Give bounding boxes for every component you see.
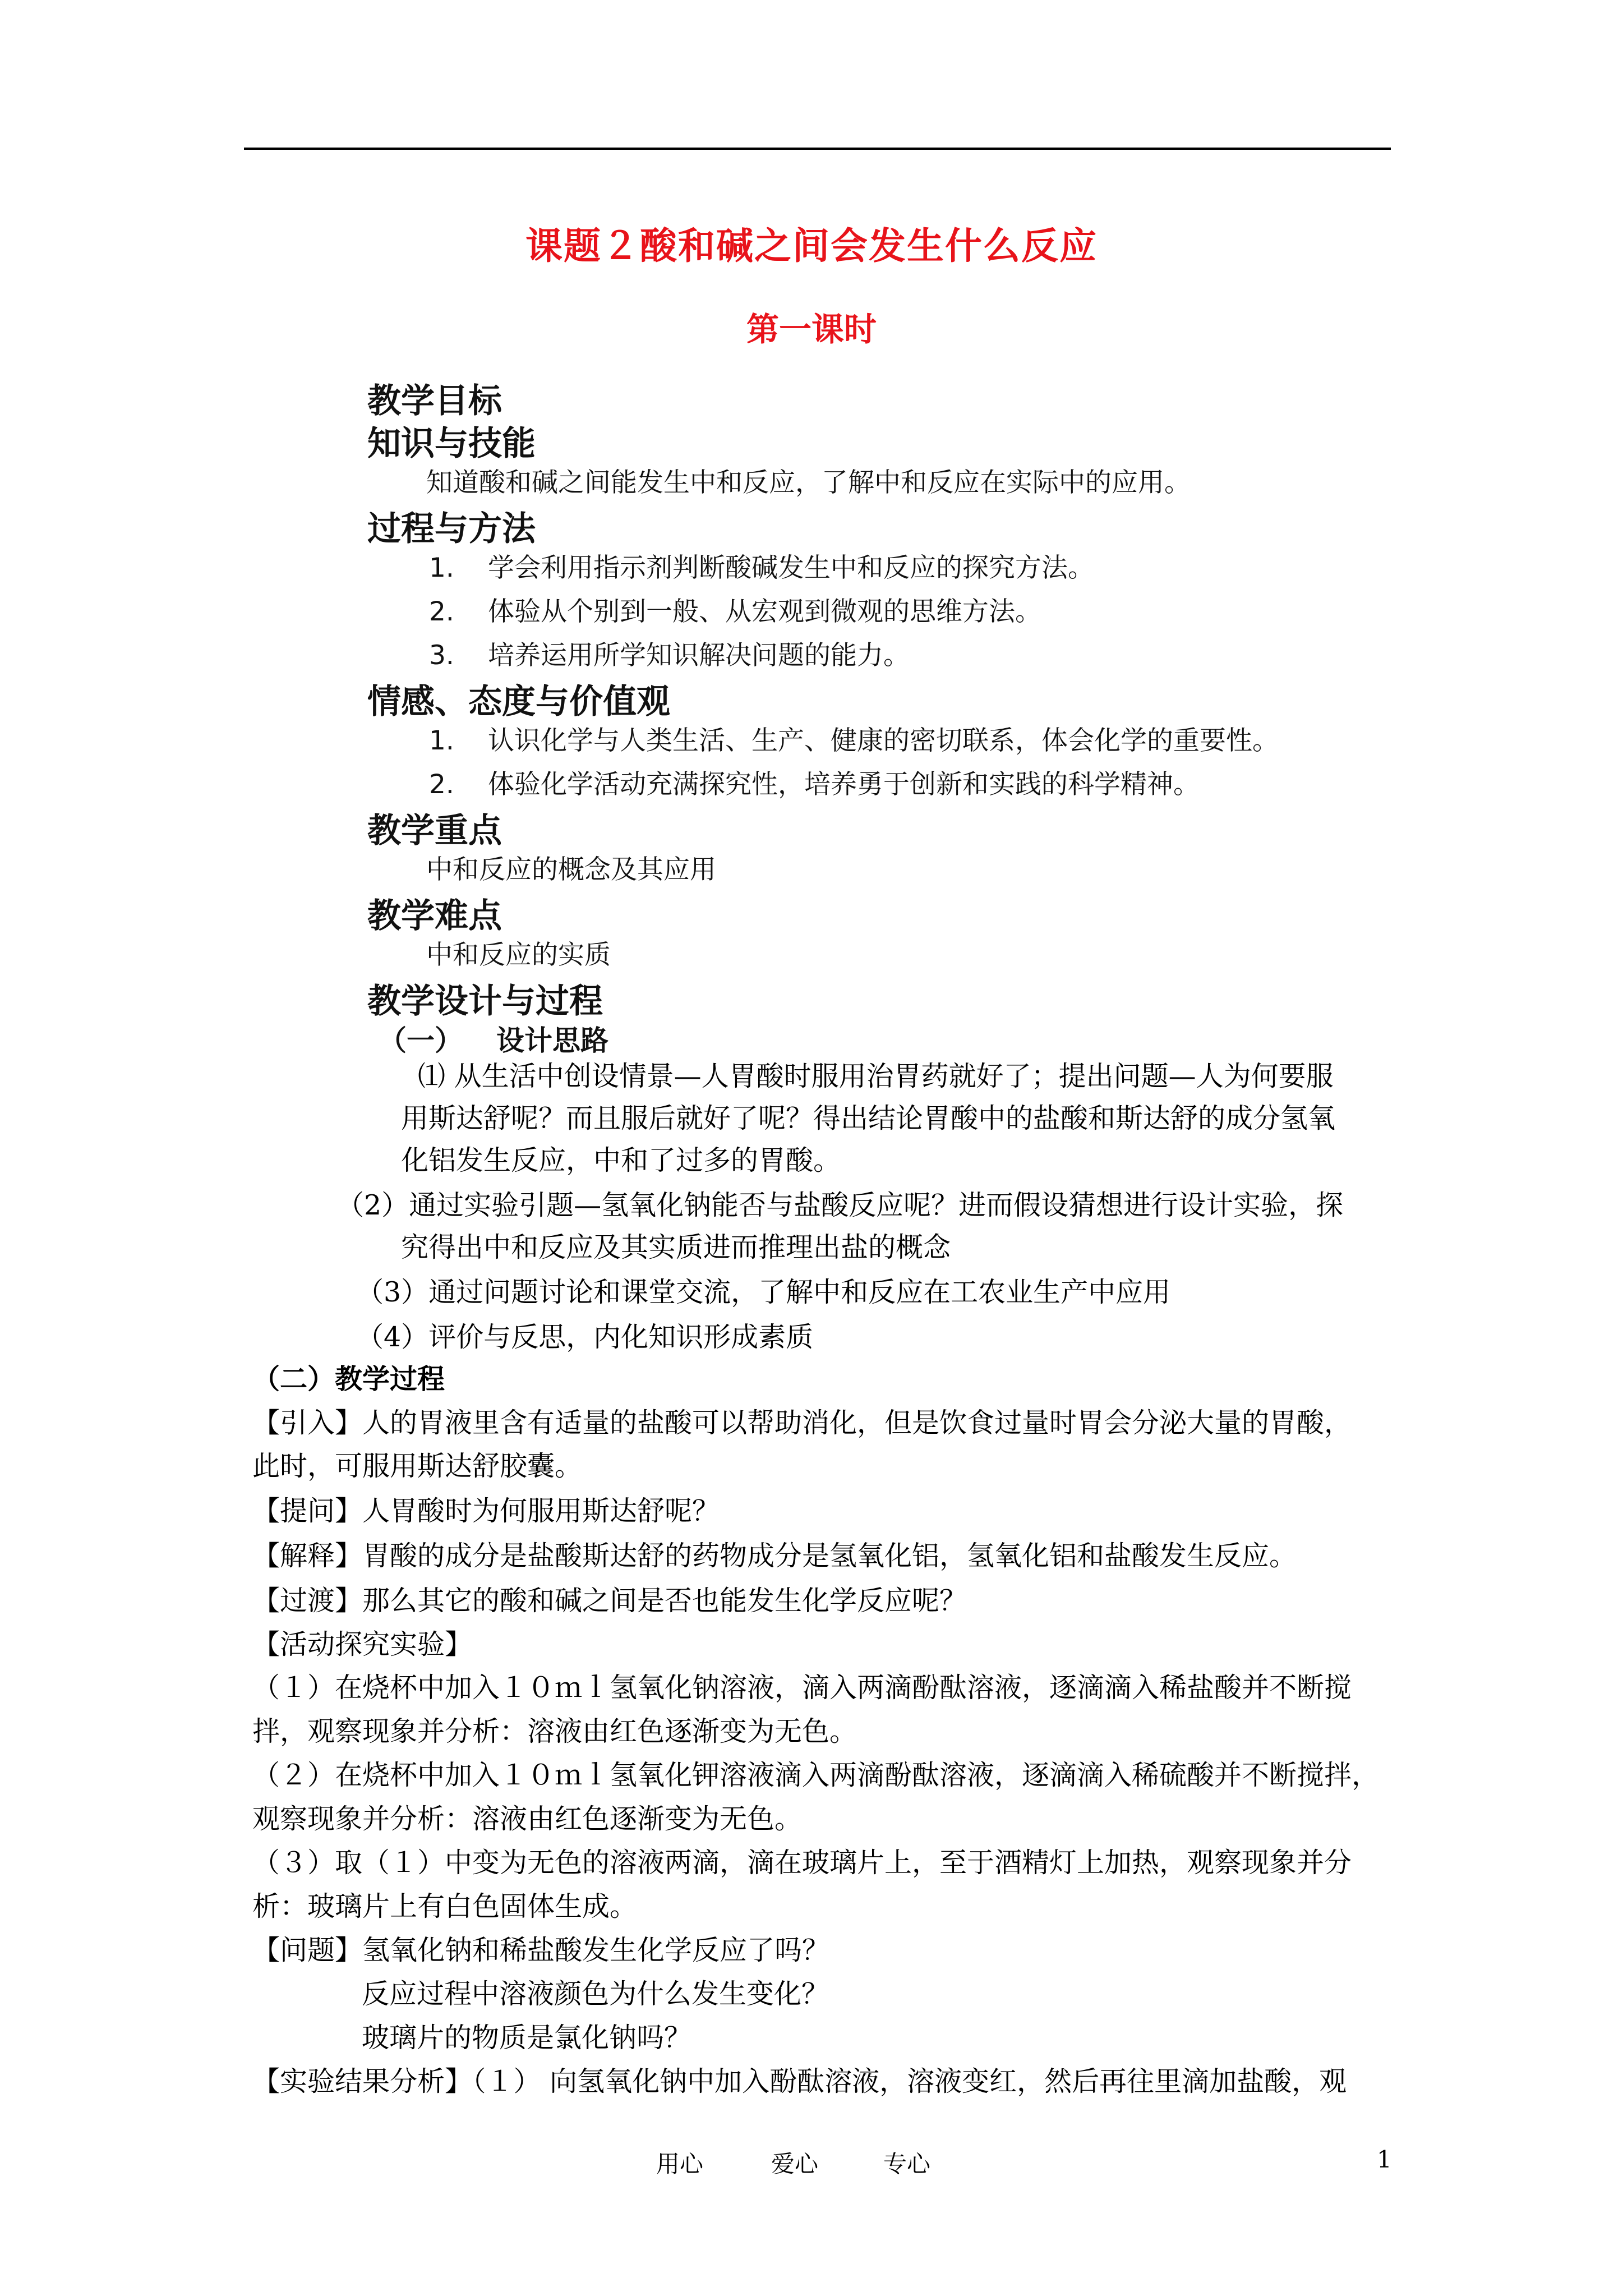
design-line: （4）评价与反思，内化知识形成素质 [356, 1321, 814, 1353]
design-heading: 教学设计与过程 [367, 982, 603, 1021]
process-line: 拌，观察现象并分析：溶液由红色逐渐变为无色。 [252, 1715, 857, 1747]
design-subheading: （一） 设计思路 [379, 1024, 608, 1057]
process-line: 玻璃片的物质是氯化钠吗？ [362, 2022, 692, 2054]
knowledge-heading: 知识与技能 [367, 424, 536, 463]
key-text: 中和反应的概念及其应用 [426, 854, 716, 885]
process-heading-2: （二）教学过程 [252, 1363, 445, 1395]
process-line: 观察现象并分析：溶液由红色逐渐变为无色。 [252, 1803, 803, 1835]
design-line: 用斯达舒呢？而且服后就好了呢？得出结论胃酸中的盐酸和斯达舒的成分氢氧 [401, 1102, 1336, 1134]
emotion-heading: 情感、态度与价值观 [367, 682, 670, 721]
footer-slogan-3: 专心 [883, 2150, 931, 2178]
process-line: 【解释】胃酸的成分是盐酸斯达舒的药物成分是氢氧化铝，氢氧化铝和盐酸发生反应。 [252, 1540, 1297, 1572]
design-line: （3）通过问题讨论和课堂交流，了解中和反应在工农业生产中应用 [356, 1276, 1171, 1308]
difficulty-heading: 教学难点 [367, 896, 502, 936]
process-item: 2. 体验从个别到一般、从宏观到微观的思维方法。 [429, 596, 1041, 627]
process-line: （１）在烧杯中加入１０ｍｌ氢氧化钠溶液，滴入两滴酚酞溶液，逐滴滴入稀盐酸并不断搅 [252, 1672, 1352, 1704]
header-rule [244, 148, 1391, 150]
process-item: 1. 学会利用指示剂判断酸碱发生中和反应的探究方法。 [429, 553, 1094, 583]
process-line: 【实验结果分析】（１） 向氢氧化钠中加入酚酞溶液，溶液变红，然后再往里滴加盐酸，观 [252, 2065, 1347, 2097]
design-line: 化铝发生反应，中和了过多的胃酸。 [401, 1144, 841, 1176]
process-line: 此时，可服用斯达舒胶囊。 [252, 1450, 583, 1482]
process-line: 析：玻璃片上有白色固体生成。 [252, 1890, 638, 1922]
emotion-item: 2. 体验化学活动充满探究性，培养勇于创新和实践的科学精神。 [429, 769, 1200, 800]
process-line: 反应过程中溶液颜色为什么发生变化？ [362, 1978, 829, 2010]
design-line: （2）通过实验引题—氢氧化钠能否与盐酸反应呢？进而假设猜想进行设计实验，探 [336, 1189, 1344, 1221]
difficulty-text: 中和反应的实质 [426, 940, 611, 970]
process-line: 【提问】人胃酸时为何服用斯达舒呢？ [252, 1495, 720, 1527]
process-line: 【过渡】那么其它的酸和碱之间是否也能发生化学反应呢？ [252, 1585, 967, 1617]
footer-slogan-2: 爱心 [771, 2150, 819, 2178]
process-line: 【引入】人的胃液里含有适量的盐酸可以帮助消化，但是饮食过量时胃会分泌大量的胃酸， [252, 1407, 1352, 1439]
objectives-heading: 教学目标 [367, 381, 502, 421]
page-title: 课题２酸和碱之间会发生什么反应 [525, 224, 1098, 268]
process-line: （３）取（１）中变为无色的溶液两滴，滴在玻璃片上，至于酒精灯上加热，观察现象并分 [252, 1847, 1352, 1879]
process-line: （２）在烧杯中加入１０ｍｌ氢氧化钾溶液滴入两滴酚酞溶液，逐滴滴入稀硫酸并不断搅拌， [252, 1759, 1380, 1791]
process-line: 【活动探究实验】 [252, 1628, 473, 1660]
footer-slogan-1: 用心 [656, 2150, 704, 2178]
page-number: 1 [1377, 2146, 1392, 2173]
key-heading: 教学重点 [367, 811, 502, 850]
process-item: 3. 培养运用所学知识解决问题的能力。 [429, 640, 910, 671]
process-heading: 过程与方法 [367, 509, 536, 549]
design-line: 究得出中和反应及其实质进而推理出盐的概念 [401, 1231, 951, 1263]
knowledge-text: 知道酸和碱之间能发生中和反应，了解中和反应在实际中的应用。 [426, 467, 1191, 498]
page-subtitle: 第一课时 [746, 310, 877, 348]
emotion-item: 1. 认识化学与人类生活、生产、健康的密切联系，体会化学的重要性。 [429, 725, 1279, 756]
design-line: ⑴ 从生活中创设情景—人胃酸时服用治胃药就好了；提出问题—人为何要服 [418, 1060, 1334, 1092]
process-line: 【问题】氢氧化钠和稀盐酸发生化学反应了吗？ [252, 1934, 830, 1966]
